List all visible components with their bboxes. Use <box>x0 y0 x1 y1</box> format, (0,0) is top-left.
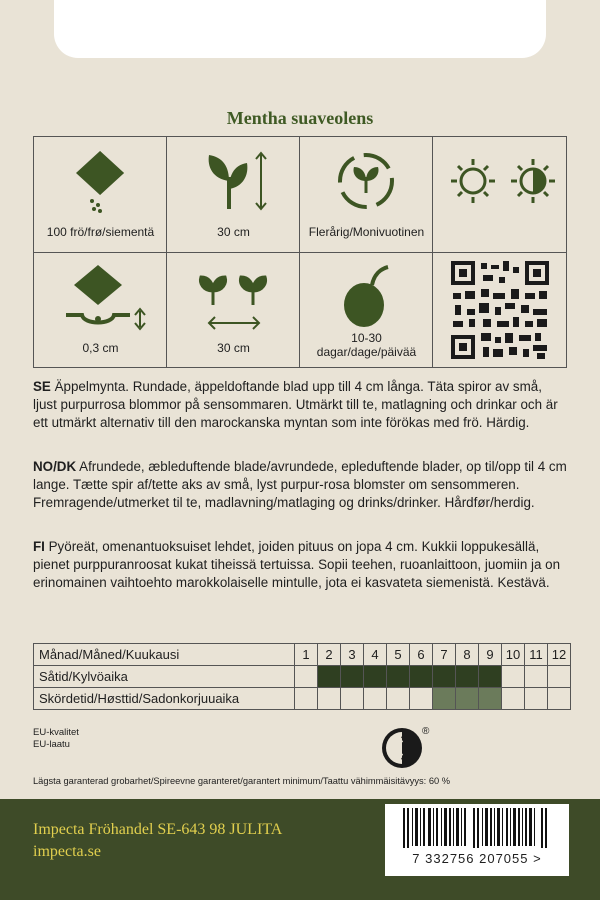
company-address: Impecta Fröhandel SE-643 98 JULITA <box>33 821 283 838</box>
svg-text:®: ® <box>422 726 430 737</box>
spacing-cell <box>167 253 300 368</box>
icon-grid <box>33 136 567 368</box>
calendar-header-row <box>34 644 571 666</box>
germination-guarantee: Lägsta garanterad grobarhet/Spireevne garanteret/garantert minimum/Taattu vähimmäisitävyys: 60 % <box>33 776 451 786</box>
month-12: 12 <box>548 644 571 666</box>
sow-cell <box>295 666 318 688</box>
month-3: 3 <box>341 644 364 666</box>
qr-cell <box>433 253 566 368</box>
eu-quality-label <box>33 727 79 751</box>
description-se <box>33 378 568 433</box>
height-label: 30 cm <box>217 225 250 239</box>
eu-quality-fi: EU-laatu <box>33 739 70 750</box>
description-no-dk <box>33 458 568 513</box>
lifecycle-label: Flerårig/Monivuotinen <box>308 225 425 239</box>
harvest-cell <box>341 688 364 710</box>
spacing-label: 30 cm <box>217 341 250 355</box>
seed-packet-icon <box>34 137 167 227</box>
lang-code-no-dk: NO/DK <box>33 459 77 474</box>
month-9: 9 <box>479 644 502 666</box>
sowing-depth-icon <box>34 253 167 343</box>
sow-cell <box>456 666 479 688</box>
calendar-harvest-row <box>34 688 571 710</box>
lang-code-se: SE <box>33 379 51 394</box>
sow-cell <box>387 666 410 688</box>
harvest-cell <box>479 688 502 710</box>
growing-calendar <box>33 643 571 710</box>
plant-height-icon <box>167 137 300 227</box>
seed-count-label: 100 frö/frø/siementä <box>46 225 155 239</box>
seed-count-cell <box>34 137 167 252</box>
lifecycle-cell <box>300 137 433 252</box>
harvest-cell <box>387 688 410 710</box>
description-text-fi: Pyöreät, omenantuoksuiset lehdet, joiden pituus on jopa 4 cm. Kukkii loppukesällä, pienet purppuranroosat kukat tiheissä tertuissa. Sopii teehen, ruoanlaittoon, juomiin ja on erinomainen vaihtoehto marokkolaiselle mintulle, jota ei kasvateta siemenistä. Kestävä. <box>33 539 561 591</box>
description-fi <box>33 538 568 593</box>
sow-cell <box>410 666 433 688</box>
barcode-bars <box>385 808 569 852</box>
barcode-number: 7 332756 207055 > <box>385 848 569 872</box>
month-5: 5 <box>387 644 410 666</box>
plant-spacing-icon <box>167 253 300 343</box>
sowing-time-label: Såtid/Kylvöaika <box>34 666 295 688</box>
month-11: 11 <box>525 644 548 666</box>
sow-cell <box>433 666 456 688</box>
germination-cell <box>300 253 433 368</box>
calendar-month-header: Månad/Måned/Kuukausi <box>34 644 295 666</box>
sun-halfsun-icon <box>433 137 566 227</box>
harvest-cell <box>548 688 571 710</box>
germination-icon <box>300 253 433 343</box>
calendar-sowing-row <box>34 666 571 688</box>
month-6: 6 <box>410 644 433 666</box>
germination-unit: dagar/dage/päivää <box>316 345 417 359</box>
green-dot-recycling-icon <box>380 724 432 770</box>
sow-cell <box>548 666 571 688</box>
sow-cell <box>479 666 502 688</box>
sow-cell <box>364 666 387 688</box>
harvest-time-label: Skördetid/Høsttid/Sadonkorjuuaika <box>34 688 295 710</box>
sowing-depth-label: 0,3 cm <box>82 341 119 355</box>
harvest-cell <box>433 688 456 710</box>
qr-code-icon[interactable] <box>433 253 566 368</box>
perennial-cycle-icon <box>300 137 433 227</box>
sow-cell <box>525 666 548 688</box>
sun-cell <box>433 137 566 252</box>
lang-code-fi: FI <box>33 539 45 554</box>
month-2: 2 <box>318 644 341 666</box>
month-8: 8 <box>456 644 479 666</box>
sow-cell <box>502 666 525 688</box>
company-website[interactable]: impecta.se <box>33 843 101 860</box>
height-cell <box>167 137 300 252</box>
harvest-cell <box>410 688 433 710</box>
month-4: 4 <box>364 644 387 666</box>
harvest-cell <box>364 688 387 710</box>
description-text-no-dk: Afrundede, æbleduftende blade/avrundede, epleduftende blader, op til/opp til 4 cm lange. Tætte spir af/tette aks av små, lyst purpur-rosa blomster om sensommeren. Fremragende/utmerket til te, madlavning/matlaging og drinks/drinker. Hårdfør/herdig. <box>33 459 567 511</box>
sow-cell <box>318 666 341 688</box>
month-1: 1 <box>295 644 318 666</box>
hang-tab-cutout <box>54 0 546 58</box>
harvest-cell <box>525 688 548 710</box>
month-7: 7 <box>433 644 456 666</box>
sowing-depth-cell <box>34 253 167 368</box>
harvest-cell <box>318 688 341 710</box>
description-text-se: Äppelmynta. Rundade, äppeldoftande blad upp till 4 cm långa. Täta spiror av små, ljust purpurrosa blommor på sensommaren. Utmärkt till te, matlagning och drinkar och är ett utmärkt alternativ till den marockanska myntan som inte förökas med frö. Härdig. <box>33 379 558 431</box>
harvest-cell <box>502 688 525 710</box>
species-title: Mentha suaveolens <box>226 108 374 128</box>
harvest-cell <box>295 688 318 710</box>
germination-days: 10-30 <box>351 331 382 345</box>
eu-quality-se: EU-kvalitet <box>33 727 79 738</box>
harvest-cell <box>456 688 479 710</box>
month-10: 10 <box>502 644 525 666</box>
sow-cell <box>341 666 364 688</box>
